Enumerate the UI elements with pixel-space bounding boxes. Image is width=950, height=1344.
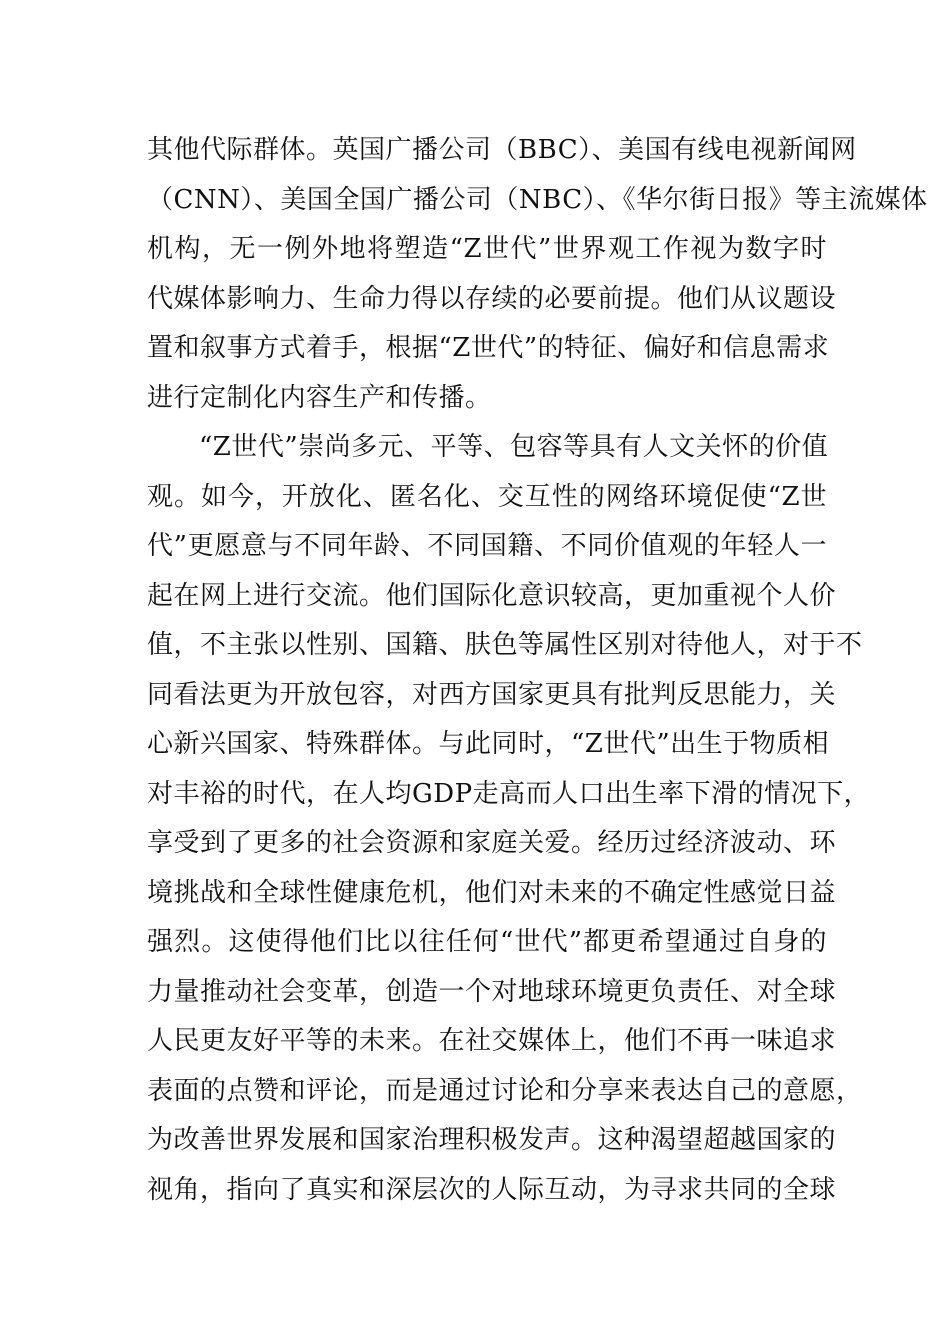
- text-line: 力量推动社会变革，创造一个对地球环境更负责任、对全球: [147, 976, 837, 1007]
- text-line: 心新兴国家、特殊群体。与此同时，“Z世代”出生于物质相: [147, 729, 830, 759]
- text-line: 境挑战和全球性健康危机，他们对未来的不确定性感觉日益: [147, 877, 837, 908]
- text-line: 视角，指向了真实和深层次的人际互动，为寻求共同的全球: [147, 1174, 837, 1205]
- text-line: 进行定制化内容生产和传播。: [147, 382, 492, 413]
- body-text: [147, 126, 928, 1215]
- text-line: 代媒体影响力、生命力得以存续的必要前提。他们从议题设: [147, 283, 837, 314]
- text-line: 同看法更为开放包容，对西方国家更具有批判反思能力，关: [147, 679, 837, 710]
- text-line: 为改善世界发展和国家治理积极发声。这种渴望超越国家的: [147, 1125, 837, 1155]
- text-line: 强烈。这使得他们比以往任何“世代”都更希望通过自身的: [147, 927, 827, 957]
- text-line: 起在网上进行交流。他们国际化意识较高，更加重视个人价: [147, 580, 837, 611]
- text-line: 置和叙事方式着手，根据“Z世代”的特征、偏好和信息需求: [147, 333, 830, 363]
- text-line: 人民更友好平等的未来。在社交媒体上，他们不再一味追求: [147, 1026, 837, 1056]
- paragraph-first-line: “Z世代”崇尚多元、平等、包容等具有人文关怀的价值: [199, 432, 829, 462]
- text-line: 享受到了更多的社会资源和家庭关爱。经历过经济波动、环: [147, 828, 837, 858]
- text-line: （CNN）、美国全国广播公司（NBC）、《华尔街日报》等主流媒体: [147, 184, 928, 215]
- text-line: 表面的点赞和评论，而是通过讨论和分享来表达自己的意愿，: [147, 1075, 863, 1106]
- text-line: 机构，无一例外地将塑造“Z世代”世界观工作视为数字时: [147, 234, 827, 264]
- text-line: 代”更愿意与不同年龄、不同国籍、不同价值观的年轻人一: [147, 531, 827, 561]
- text-line: 其他代际群体。英国广播公司（BBC）、美国有线电视新闻网: [147, 135, 857, 165]
- text-line: 观。如今，开放化、匿名化、交互性的网络环境促使“Z世: [147, 481, 827, 512]
- text-line: 值，不主张以性别、国籍、肤色等属性区别对待他人，对于不: [147, 630, 863, 660]
- text-line: 对丰裕的时代，在人均GDP走高而人口出生率下滑的情况下，: [147, 778, 871, 809]
